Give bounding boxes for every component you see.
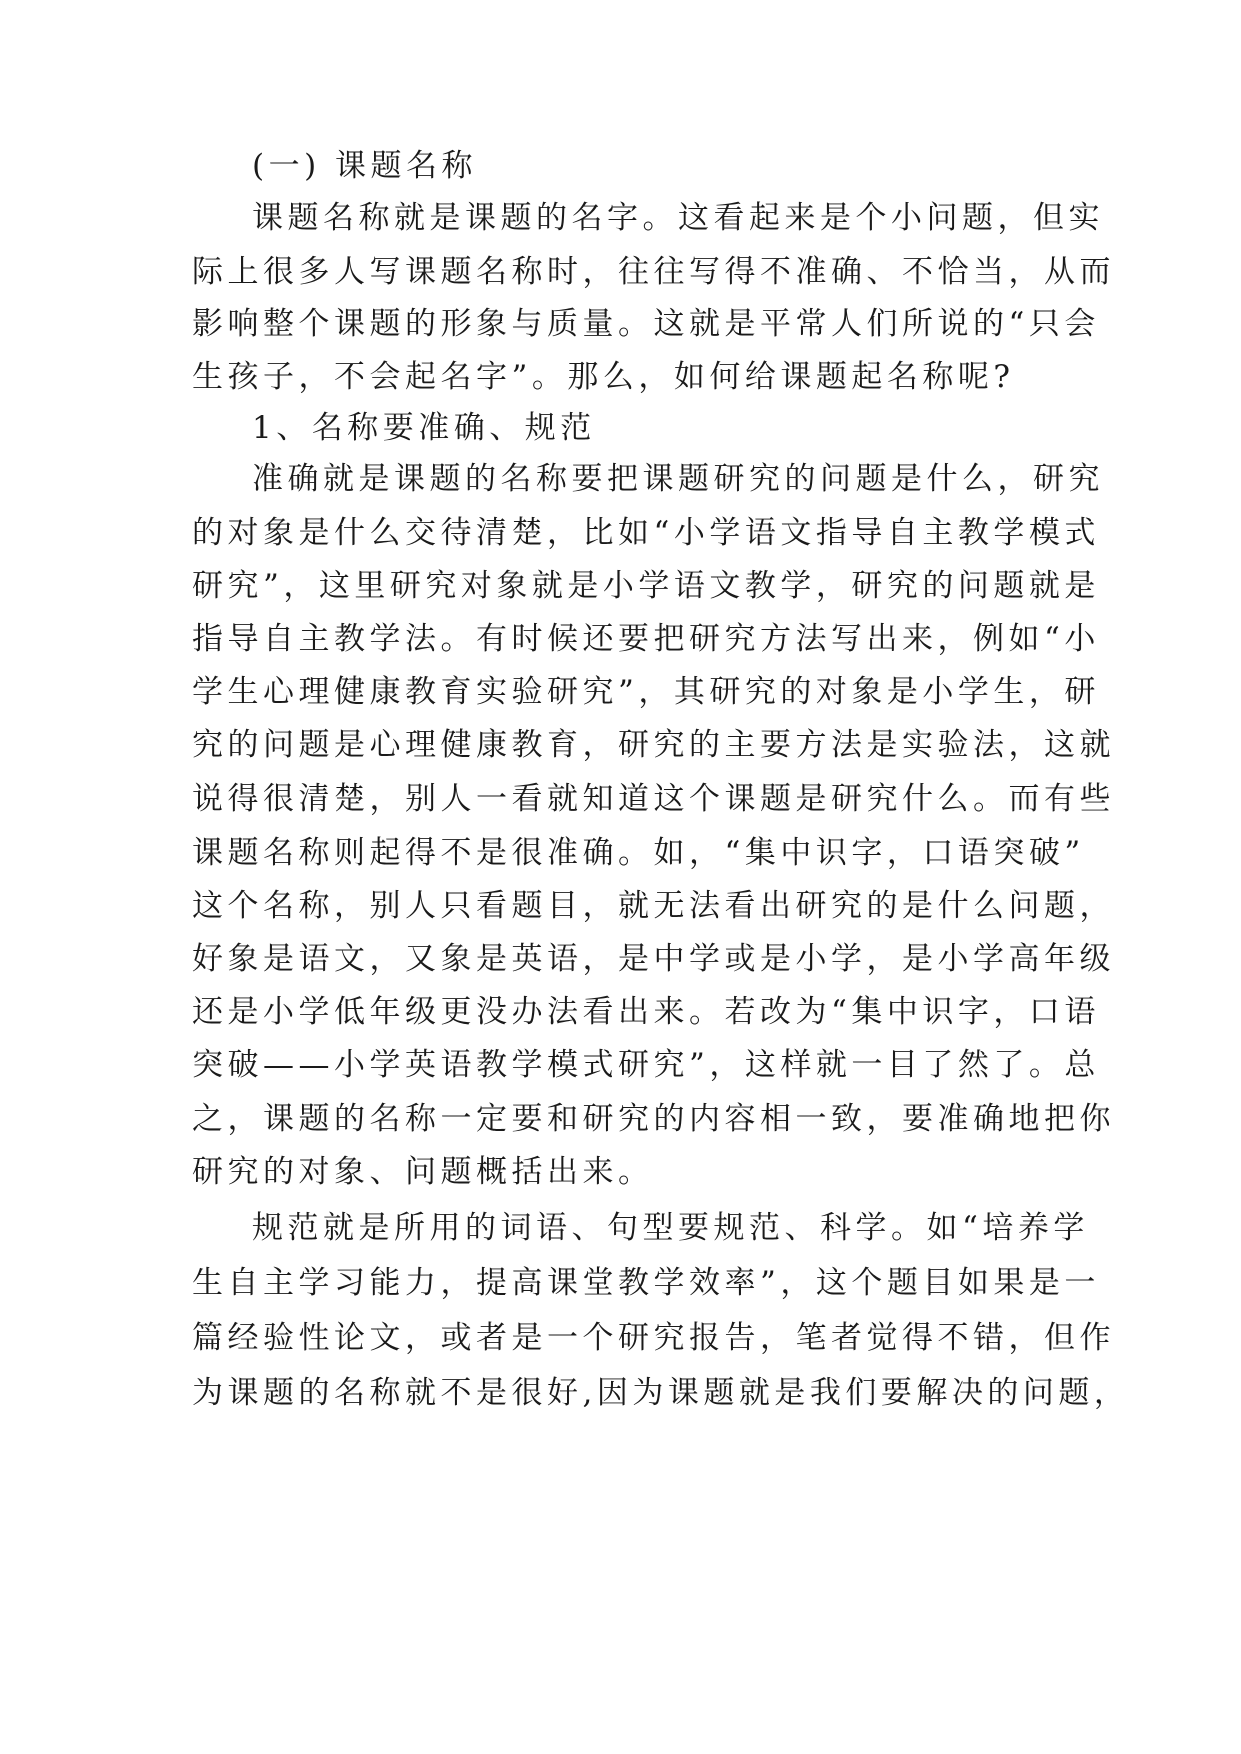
paragraph-line: 准确就是课题的名称要把课题研究的问题是什么，研究 xyxy=(252,461,1104,497)
section-heading: (一) 课题名称 xyxy=(252,148,478,184)
paragraph-line: 课题名称就是课题的名字。这看起来是个小问题，但实 xyxy=(252,200,1104,236)
paragraph-line: 研究”，这里研究对象就是小学语文教学，研究的问题就是 xyxy=(192,568,1100,604)
paragraph-line: 篇经验性论文，或者是一个研究报告，笔者觉得不错，但作 xyxy=(192,1320,1115,1356)
paragraph-line: 究的问题是心理健康教育，研究的主要方法是实验法，这就 xyxy=(192,727,1115,763)
paragraph-line: 生孩子，不会起名字”。那么，如何给课题起名称呢? xyxy=(192,359,1015,395)
paragraph-line: 学生心理健康教育实验研究”，其研究的对象是小学生，研 xyxy=(192,674,1100,710)
paragraph-line: 生自主学习能力，提高课堂教学效率”，这个题目如果是一 xyxy=(192,1265,1100,1301)
paragraph-line: 影响整个课题的形象与质量。这就是平常人们所说的“只会 xyxy=(192,306,1100,342)
paragraph-line: 研究的对象、问题概括出来。 xyxy=(192,1154,654,1190)
subheading: 1、名称要准确、规范 xyxy=(252,410,596,446)
paragraph-line: 突破——小学英语教学模式研究”，这样就一目了然了。总 xyxy=(192,1047,1100,1083)
paragraph-line: 说得很清楚，别人一看就知道这个课题是研究什么。而有些 xyxy=(192,781,1115,817)
paragraph-line: 还是小学低年级更没办法看出来。若改为“集中识字，口语 xyxy=(192,994,1100,1030)
paragraph-line: 的对象是什么交待清楚，比如“小学语文指导自主教学模式 xyxy=(192,515,1100,551)
paragraph-line: 好象是语文，又象是英语，是中学或是小学，是小学高年级 xyxy=(192,941,1115,977)
paragraph-line: 为课题的名称就不是很好,因为课题就是我们要解决的问题， xyxy=(192,1375,1130,1411)
paragraph-line: 际上很多人写课题名称时，往往写得不准确、不恰当，从而 xyxy=(192,254,1115,290)
paragraph-line: 之，课题的名称一定要和研究的内容相一致，要准确地把你 xyxy=(192,1101,1115,1137)
paragraph-line: 规范就是所用的词语、句型要规范、科学。如“培养学 xyxy=(252,1210,1089,1246)
paragraph-line: 指导自主教学法。有时候还要把研究方法写出来，例如“小 xyxy=(192,621,1100,657)
paragraph-line: 这个名称，别人只看题目，就无法看出研究的是什么问题， xyxy=(192,888,1115,924)
paragraph-line: 课题名称则起得不是很准确。如，“集中识字，口语突破” xyxy=(192,835,1085,871)
